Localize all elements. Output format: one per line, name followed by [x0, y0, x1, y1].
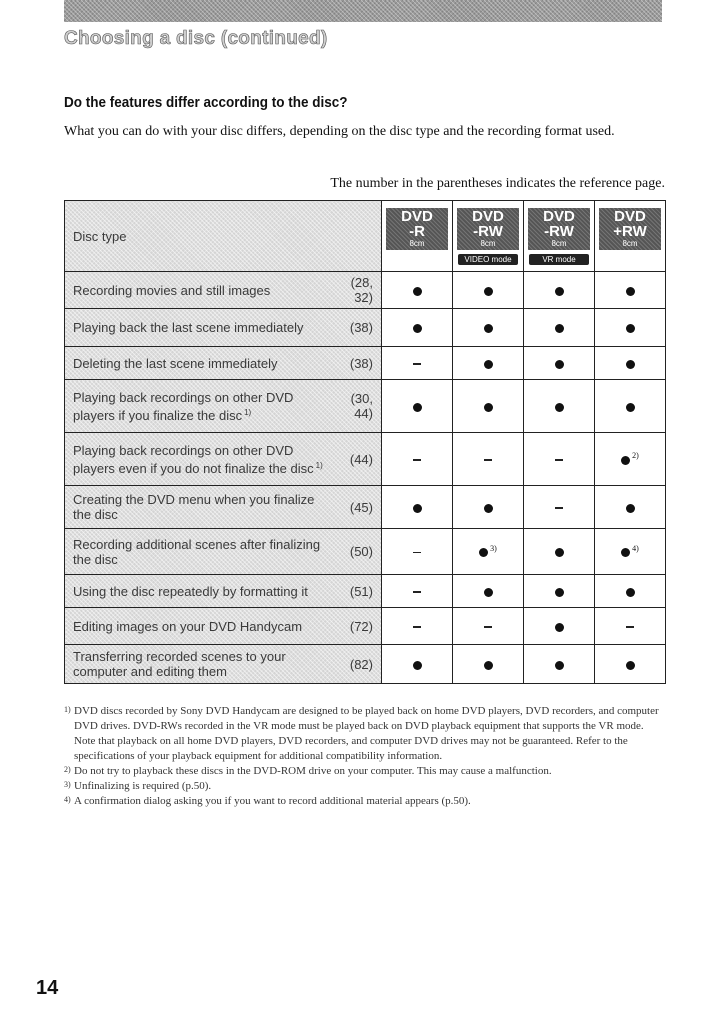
disc-logo-icon [386, 208, 448, 250]
disc-logo-line2: -RW [544, 223, 574, 240]
support-cell [595, 347, 666, 380]
support-cell [453, 608, 524, 645]
page-reference: (30, 44) [350, 391, 373, 421]
feature-text: Creating the DVD menu when you finalize the disc [73, 492, 315, 522]
support-cell [382, 645, 453, 684]
support-cell [524, 529, 595, 575]
support-cell [524, 309, 595, 347]
support-cell [382, 380, 453, 433]
feature-text: Playing back the last scene immediately [73, 320, 304, 335]
footnotes [64, 704, 664, 809]
page-reference: (50) [349, 544, 373, 559]
cell-footnote-ref: 2) [632, 451, 639, 460]
not-supported-dash-icon [413, 363, 421, 365]
support-cell [595, 575, 666, 608]
support-cell [453, 347, 524, 380]
not-supported-dash-icon [413, 552, 421, 554]
page-reference: (28, 32) [350, 275, 373, 305]
feature-cell [65, 347, 382, 380]
disc-logo-line1: DVD [401, 208, 433, 225]
feature-label [73, 537, 323, 567]
feature-row [65, 380, 666, 433]
supported-dot-icon [413, 287, 422, 296]
supported-dot-icon [555, 324, 564, 333]
not-supported-dash-icon [413, 459, 421, 461]
not-supported-dash-icon [555, 459, 563, 461]
support-cell [595, 645, 666, 684]
page-reference: (45) [349, 499, 373, 515]
supported-dot-icon [626, 661, 635, 670]
cell-footnote-ref: 4) [632, 543, 639, 553]
feature-row [65, 575, 666, 608]
support-cell [382, 433, 453, 486]
disc-size: 8cm [551, 239, 567, 248]
supported-dot-icon [413, 324, 422, 333]
supported-dot-icon [555, 588, 564, 597]
support-cell [595, 309, 666, 347]
support-cell [524, 645, 595, 684]
support-cell [382, 575, 453, 608]
supported-dot-icon [484, 661, 493, 670]
feature-cell [65, 309, 382, 347]
disc-size: 8cm [409, 239, 425, 248]
feature-footnote-ref: 1) [315, 460, 323, 470]
feature-label [73, 584, 323, 599]
support-cell [382, 486, 453, 529]
feature-cell [65, 529, 382, 575]
feature-row [65, 645, 666, 684]
disc-logo-icon [457, 208, 519, 250]
feature-text: Deleting the last scene immediately [73, 355, 278, 371]
footnote-number: 3) [64, 780, 71, 789]
disc-header-cell [524, 201, 595, 272]
feature-label [73, 443, 323, 476]
feature-label [73, 649, 323, 679]
disc-type-label: Disc type [73, 228, 127, 244]
disc-header-cell [595, 201, 666, 272]
disc-header-cell [453, 201, 524, 272]
supported-dot-icon [484, 324, 493, 333]
not-supported-dash-icon [484, 626, 492, 628]
page-number: 14 [36, 977, 59, 999]
feature-cell [65, 272, 382, 309]
feature-label [73, 283, 323, 298]
feature-text: Recording additional scenes after finalizing the disc [73, 536, 321, 567]
not-supported-dash-icon [555, 507, 563, 509]
feature-text: Transferring recorded scenes to your computer and editing them [73, 649, 286, 679]
feature-label [73, 320, 323, 335]
support-cell [524, 347, 595, 380]
supported-dot-icon [484, 504, 493, 513]
question-heading: Do the features differ according to the disc? [64, 94, 348, 111]
support-cell [382, 347, 453, 380]
supported-dot-icon [555, 360, 564, 369]
feature-text: Playing back recordings on other DVD players even if you do not finalize the disc [73, 442, 314, 476]
table-header-row [65, 201, 666, 272]
support-cell [595, 529, 666, 575]
footnote-number: 1) [64, 705, 71, 714]
supported-dot-icon [626, 324, 635, 333]
support-cell [524, 380, 595, 433]
support-cell [595, 433, 666, 486]
disc-size: 8cm [622, 239, 638, 248]
feature-text: Using the disc repeatedly by formatting it [73, 583, 308, 599]
support-cell [453, 380, 524, 433]
supported-dot-icon [555, 403, 564, 412]
feature-cell [65, 608, 382, 645]
support-cell [595, 608, 666, 645]
footnote [64, 779, 664, 794]
not-supported-dash-icon [413, 591, 421, 593]
feature-label [73, 356, 323, 371]
feature-row [65, 529, 666, 575]
feature-label [73, 492, 323, 522]
header-band [64, 0, 662, 22]
support-cell [453, 309, 524, 347]
section-title: Choosing a disc (continued) [64, 28, 328, 49]
support-cell [524, 608, 595, 645]
supported-dot-icon [621, 456, 630, 465]
supported-dot-icon [484, 403, 493, 412]
feature-row [65, 608, 666, 645]
footnote [64, 704, 664, 764]
recording-mode-tag: VIDEO mode [458, 254, 518, 265]
feature-row [65, 347, 666, 380]
support-cell [524, 486, 595, 529]
support-cell [595, 272, 666, 309]
footnote-text: Do not try to playback these discs in the DVD-ROM drive on your computer. This may cause a malfunction. [74, 765, 552, 777]
supported-dot-icon [626, 403, 635, 412]
supported-dot-icon [479, 548, 488, 557]
supported-dot-icon [555, 287, 564, 296]
feature-text: Playing back recordings on other DVD players if you finalize the disc [73, 389, 294, 423]
disc-logo-line2: +RW [613, 223, 647, 240]
disc-size: 8cm [480, 239, 496, 248]
not-supported-dash-icon [484, 459, 492, 461]
disc-type-header-cell [65, 201, 382, 272]
disc-logo-line2: -RW [473, 223, 503, 240]
feature-cell [65, 575, 382, 608]
page-reference: (44) [349, 451, 373, 467]
feature-row [65, 433, 666, 486]
supported-dot-icon [621, 548, 630, 557]
support-cell [524, 272, 595, 309]
supported-dot-icon [555, 661, 564, 670]
not-supported-dash-icon [626, 626, 634, 628]
supported-dot-icon [484, 588, 493, 597]
feature-row [65, 309, 666, 347]
support-cell [382, 272, 453, 309]
page-reference: (72) [349, 618, 373, 634]
recording-mode-tag: VR mode [529, 254, 589, 265]
feature-text: Editing images on your DVD Handycam [73, 618, 303, 634]
footnote-text: DVD discs recorded by Sony DVD Handycam are designed to be played back on home DVD players, DVD recorders, and computer DVD drives. DVD-RWs recorded in the VR mode must be played back on DVD playback equipment that supports the VR mode. Note that playback on all home DVD players, DVD recorders, and computer DVD drives may not be guaranteed. Refer to the specifications of your playback equipment for additional compatibility information. [74, 705, 659, 762]
support-cell [595, 486, 666, 529]
supported-dot-icon [626, 360, 635, 369]
footnote-text: Unfinalizing is required (p.50). [74, 780, 212, 792]
support-cell [453, 272, 524, 309]
support-cell [453, 486, 524, 529]
support-cell [524, 575, 595, 608]
intro-paragraph: What you can do with your disc differs, depending on the disc type and the recording format used. [64, 124, 615, 139]
disc-logo-line1: DVD [472, 208, 504, 225]
supported-dot-icon [413, 661, 422, 670]
supported-dot-icon [555, 548, 564, 557]
supported-dot-icon [484, 287, 493, 296]
support-cell [453, 433, 524, 486]
supported-dot-icon [626, 504, 635, 513]
feature-cell [65, 380, 382, 433]
support-cell [453, 529, 524, 575]
footnote-text: A confirmation dialog asking you if you want to record additional material appears (p.50). [74, 795, 471, 807]
supported-dot-icon [555, 623, 564, 632]
footnote-number: 4) [64, 795, 71, 804]
support-cell [524, 433, 595, 486]
feature-cell [65, 645, 382, 684]
disc-logo-icon [599, 208, 661, 250]
footnote [64, 764, 664, 779]
page-reference: (51) [349, 583, 373, 599]
support-cell [382, 608, 453, 645]
feature-cell [65, 433, 382, 486]
cell-footnote-ref: 3) [490, 543, 497, 553]
support-cell [453, 645, 524, 684]
feature-row [65, 486, 666, 529]
supported-dot-icon [626, 287, 635, 296]
disc-logo-line2: -R [409, 223, 425, 240]
feature-footnote-ref: 1) [244, 407, 252, 417]
not-supported-dash-icon [413, 626, 421, 628]
supported-dot-icon [626, 588, 635, 597]
support-cell [595, 380, 666, 433]
footnote [64, 794, 664, 809]
disc-features-table [64, 200, 666, 684]
page-reference: (38) [349, 320, 373, 335]
feature-cell [65, 486, 382, 529]
feature-label [73, 390, 323, 423]
support-cell [453, 575, 524, 608]
feature-label [73, 619, 323, 634]
supported-dot-icon [413, 403, 422, 412]
page-reference: (38) [349, 355, 373, 371]
support-cell [382, 529, 453, 575]
supported-dot-icon [484, 360, 493, 369]
disc-logo-line1: DVD [614, 208, 646, 225]
feature-row [65, 272, 666, 309]
supported-dot-icon [413, 504, 422, 513]
page-reference: (82) [349, 656, 373, 672]
disc-logo-line1: DVD [543, 208, 575, 225]
feature-text: Recording movies and still images [73, 282, 271, 298]
disc-header-cell [382, 201, 453, 272]
support-cell [382, 309, 453, 347]
reference-note: The number in the parentheses indicates the reference page. [330, 176, 665, 191]
disc-logo-icon [528, 208, 590, 250]
footnote-number: 2) [64, 765, 71, 774]
